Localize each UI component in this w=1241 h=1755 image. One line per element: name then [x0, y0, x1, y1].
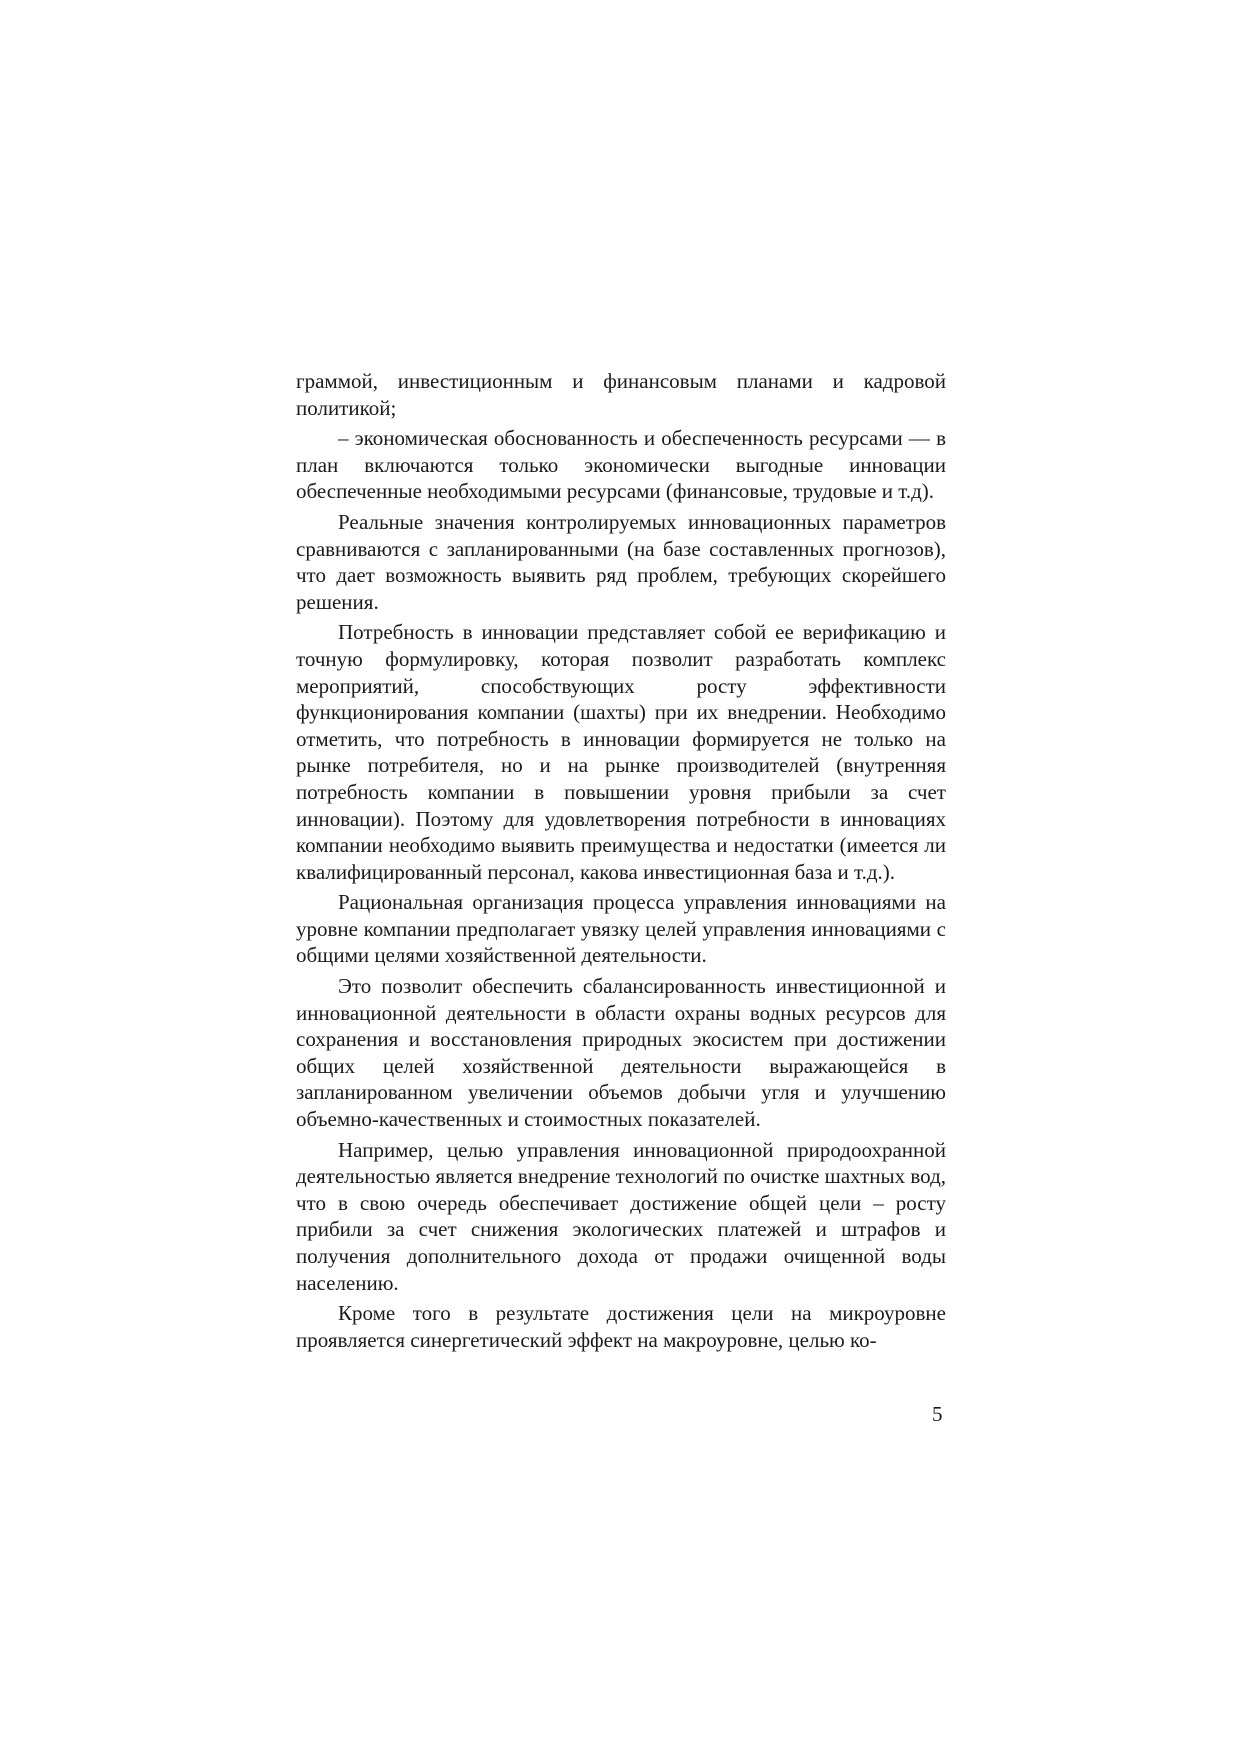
- paragraph-8: Кроме того в результате достижения цели на микроуровне проявляется синергетический эффект на макроуровне, целью ко-: [296, 1301, 946, 1352]
- paragraph-7: Например, целью управления инновационной природоохранной деятельностью является внедрение технологий по очистке шахтных вод, что в свою очередь обеспечивает достижение общей цели – росту прибили за счет снижения экологических платежей и штрафов и получения дополнительного дохода от продажи очищенной воды населению.: [296, 1137, 947, 1295]
- paragraph-3: Реальные значения контролируемых инновационных параметров сравниваются с запланированными (на базе составленных прогнозов), что дает возможность выявить ряд проблем, требующих скорейшего решения.: [296, 509, 946, 614]
- paragraph-1: граммой, инвестиционным и финансовым планами и кадровой политикой;: [296, 369, 946, 420]
- paragraph-4: Потребность в инновации представляет собой ее верификацию и точную формулировку, которая позволит разработать комплекс мероприятий, способствующих росту эффективности функционирования компании (шахты) при их внедрении. Необходимо отметить, что потребность в инновации формируется не только на рынке потребителя, но и на рынке производителей (внутренняя потребность компании в повышении уровня прибыли за счет инновации). Поэтому для удовлетворения потребности в инновациях компании необходимо выявить преимущества и недостатки (имеется ли квалифицированный персонал, какова инвестиционная база и т.д.).: [296, 620, 946, 884]
- page-body: [296, 368, 946, 1357]
- paragraph-2: – экономическая обоснованность и обеспеченность ресурсами — в план включаются только экономически выгодные инновации обеспеченные необходимыми ресурсами (финансовые, трудовые и т.д).: [296, 426, 946, 504]
- paragraph-6: Это позволит обеспечить сбалансированность инвестиционной и инновационной деятельности в области охраны водных ресурсов для сохранения и восстановления природных экосистем при достижении общих целей хозяйственной деятельности выражающейся в запланированном увеличении объемов добычи угля и улучшению объемно-качественных и стоимостных показателей.: [296, 974, 946, 1132]
- paragraph-5: Рациональная организация процесса управления инновациями на уровне компании предполагает увязку целей управления инновациями с общими целями хозяйственной деятельности.: [296, 890, 946, 968]
- page-number: 5: [932, 1402, 943, 1426]
